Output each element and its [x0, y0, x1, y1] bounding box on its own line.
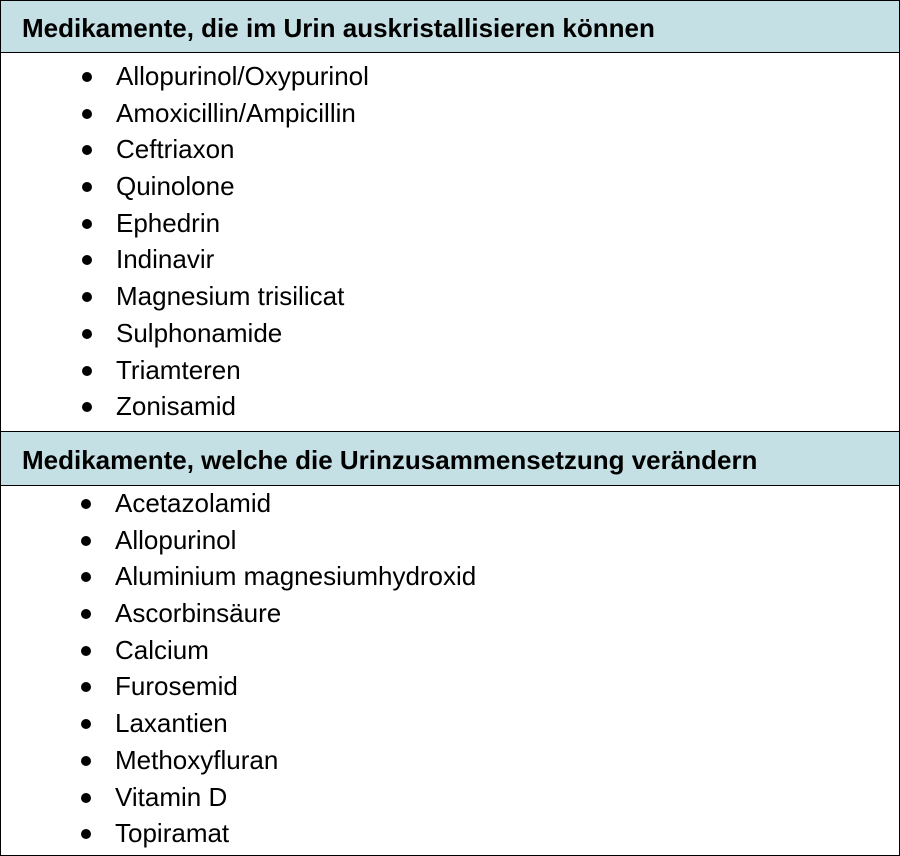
drug-list	[0, 485, 476, 852]
bullet-icon	[81, 756, 91, 766]
bullet-icon	[82, 182, 92, 192]
list-item	[1, 352, 369, 389]
drug-name: Methoxyfluran	[115, 744, 279, 775]
bullet-icon	[82, 145, 92, 155]
section-composition-altering-drugs	[1, 431, 899, 855]
list-item	[0, 522, 476, 559]
drug-name: Sulphonamide	[116, 317, 283, 348]
list-item	[0, 742, 476, 779]
bullet-icon	[82, 72, 92, 82]
drug-name: Allopurinol/Oxypurinol	[116, 61, 369, 91]
drug-name: Topiramat	[115, 818, 230, 849]
bullet-icon	[81, 793, 91, 803]
section-title: Medikamente, welche die Urinzusammensetzung verändern	[22, 445, 758, 475]
bullet-icon	[81, 719, 91, 729]
bullet-icon	[81, 609, 91, 619]
drug-name: Acetazolamid	[115, 488, 272, 518]
section-crystallizing-drugs	[1, 1, 899, 431]
list-item	[0, 779, 476, 816]
drug-name: Zonisamid	[116, 391, 236, 422]
list-item	[0, 668, 476, 705]
drug-name: Quinolone	[116, 171, 235, 202]
section-header	[1, 1, 899, 53]
list-item	[0, 485, 476, 522]
list-item	[1, 388, 369, 425]
bullet-icon	[81, 536, 91, 546]
list-item	[0, 705, 476, 742]
drug-name: Ceftriaxon	[116, 134, 235, 165]
list-item	[1, 241, 369, 278]
list-item	[0, 558, 476, 595]
drug-name: Laxantien	[115, 708, 228, 739]
bullet-icon	[82, 255, 92, 265]
drug-name: Ascorbinsäure	[115, 598, 282, 629]
drug-name: Allopurinol	[115, 524, 237, 555]
list-item	[1, 131, 369, 168]
bullet-icon	[82, 366, 92, 376]
drug-name: Calcium	[115, 634, 209, 665]
drug-name: Triamteren	[116, 354, 241, 385]
bullet-icon	[82, 219, 92, 229]
drug-name: Ephedrin	[116, 207, 221, 238]
bullet-icon	[82, 292, 92, 302]
bullet-icon	[81, 829, 91, 839]
drug-name: Vitamin D	[115, 781, 228, 812]
list-item	[1, 205, 369, 242]
bullet-icon	[81, 682, 91, 692]
bullet-icon	[82, 402, 92, 412]
bullet-icon	[81, 572, 91, 582]
list-item	[1, 168, 369, 205]
list-item	[1, 278, 369, 315]
drug-name: Aluminium magnesiumhydroxid	[115, 561, 477, 592]
bullet-icon	[81, 499, 91, 509]
drug-name: Magnesium trisilicat	[116, 281, 345, 312]
section-header	[1, 431, 899, 486]
section-title: Medikamente, die im Urin auskristallisieren können	[22, 13, 655, 43]
drug-name: Amoxicillin/Ampicillin	[116, 97, 356, 128]
list-item	[1, 58, 369, 95]
bullet-icon	[82, 109, 92, 119]
drug-name: Indinavir	[116, 244, 215, 275]
list-item	[1, 95, 369, 132]
list-item	[0, 632, 476, 669]
list-item	[1, 315, 369, 352]
list-item	[0, 595, 476, 632]
bullet-icon	[81, 646, 91, 656]
drug-list	[1, 58, 369, 425]
bullet-icon	[82, 329, 92, 339]
list-item	[0, 815, 476, 852]
drug-name: Furosemid	[115, 671, 238, 702]
